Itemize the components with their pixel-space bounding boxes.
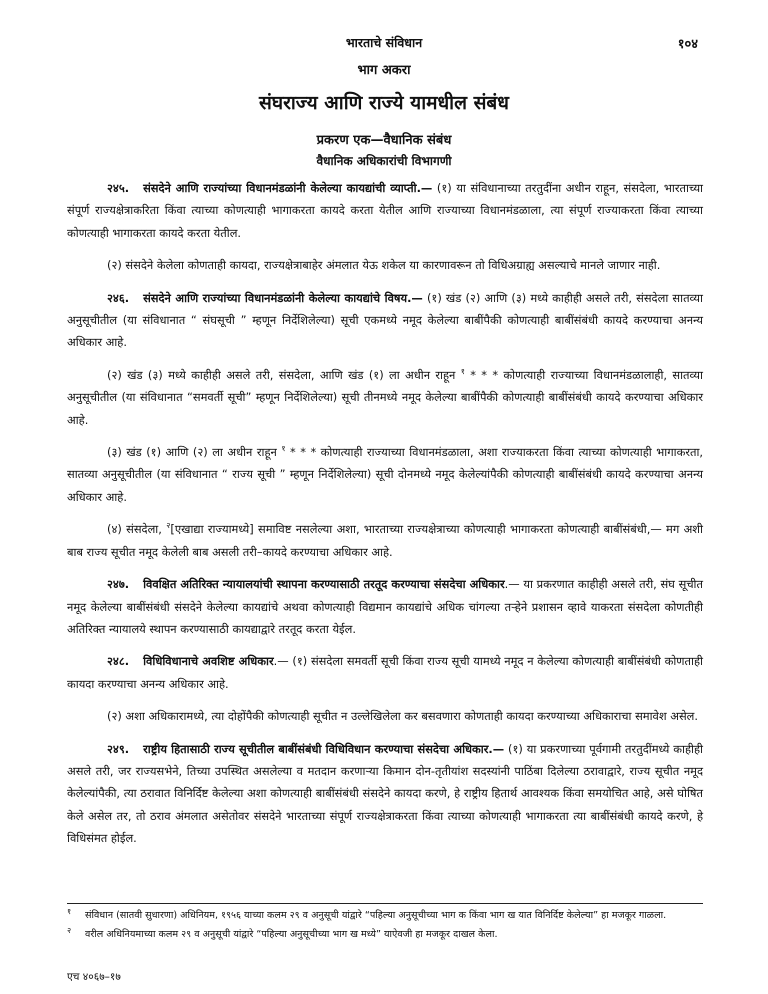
footnote: १ संविधान (सातवी सुधारणा) अधिनियम, १९५६ याच्या कलम २९ व अनुसूची यांद्वारे “पहिल्या अनुसूचीच्या भाग क किंवा भाग ख यात विनिर्दिष्ट केलेल्या” हा मजकूर गाळला.: [67, 906, 667, 921]
running-header: [0, 34, 768, 52]
footnote-ref[interactable]: २: [166, 521, 171, 531]
article-249: [67, 738, 703, 850]
article-text: .— (१) संसदेला समवर्ती सूची किंवा राज्य सूची यामध्ये नमूद न केलेल्या कोणत्याही बाबींसंबंधी कोणताही कायदा करण्याचा अनन्य अधिकार आहे.: [67, 654, 703, 691]
clause-text: [एखाद्या राज्यामध्ये] समाविष्ट नसलेल्या अशा, भारताच्या राज्यक्षेत्राच्या कोणत्याही भागाकरता कोणत्याही बाबींसंबंधी,— मग अशी बाब राज्य सूचीत नमूद केलेली बाब असली तरी–कायदे करण्याचा अधिकार आहे.: [67, 522, 703, 559]
print-code: एच ४०६७–१७: [67, 971, 121, 983]
article-247: [67, 573, 703, 640]
clause-text: (३) खंड (१) आणि (२) ला अधीन राहून: [107, 445, 277, 460]
article-245-clause-2: (२) संसदेने केलेला कोणताही कायदा, राज्यक्षेत्राबाहेर अंमलात येऊ शकेल या कारणावरून तो विधिअग्राह्य असल्याचे मानले जाणार नाही.: [107, 258, 661, 273]
clause-text: (२) खंड (३) मध्ये काहीही असले तरी, संसदेला, आणि खंड (१) ला अधीन राहून: [107, 367, 456, 382]
article-text: (१) या प्रकरणाच्या पूर्वगामी तरतुदींमध्ये काहीही असले तरी, जर राज्यसभेने, तिच्या उपस्थित असलेल्या व मतदान करणाऱ्या किमान दोन-तृतीयांश सदस्यांनी पाठिंबा दिलेल्या ठरावाद्वारे, राज्य सूचीत नमूद केलेल्यांपैकी, त्या ठरावात विनिर्दिष्ट केलेल्या अशा कोणत्याही बाबींसंबंधी संसदेने कायदा करणे, हे राष्ट्रीय हितार्थ आवश्यक किंवा समयोचित आहे, असे घोषित केले असेल तर, तो ठराव अंमलात असेतोवर संसदेने भारताच्या संपूर्ण राज्यक्षेत्राकरता किंवा त्याच्या कोणत्याही भागाकरता त्या बाबींसंबंधी कायदे करणे, हे विधिसंमत होईल.: [67, 741, 703, 846]
article-heading: विधिविधानाचे अवशिष्ट अधिकार: [143, 654, 274, 669]
elision-mark: * * *: [290, 445, 317, 460]
footnote: २ वरील अधिनियमाच्या कलम २९ व अनुसूची यांद्वारे “पहिल्या अनुसूचीच्या भाग ख मध्ये” याऐवजी हा मजकूर दाखल केला.: [67, 925, 498, 940]
elision-mark: * * *: [470, 367, 499, 382]
chapter-title: प्रकरण एक—वैधानिक संबंध: [316, 133, 452, 148]
clause-text: कोणत्याही राज्याच्या विधानमंडळाला, अशा राज्याकरता किंवा त्याच्या कोणत्याही भागाकरता, सातव्या अनुसूचीतील (या संविधानात “ राज्य सूची ” म्हणून निर्देशिलेल्या) सूची दोनमध्ये नमूद केलेल्यांपैकी कोणत्याही बाबींसंबंधी कायदे करण्याचा अनन्य अधिकार आहे.: [67, 445, 704, 504]
article-number: २४८.: [107, 654, 130, 669]
running-title: भारताचे संविधान: [345, 35, 423, 50]
part-label: भाग अकरा: [357, 63, 411, 78]
footnote-ref[interactable]: १: [281, 444, 286, 454]
article-heading: राष्ट्रीय हितासाठी राज्य सूचीतील बाबींसंबंधी विधिविधान करण्याचा संसदेचा अधिकार.—: [143, 741, 505, 756]
article-heading: संसदेने आणि राज्यांच्या विधानमंडळांनी केलेल्या कायद्यांची व्याप्ती.—: [143, 181, 433, 195]
footnotes: [67, 903, 703, 946]
article-248-clause-2: (२) अशा अधिकारामध्ये, त्या दोहोंपैकी कोणत्याही सूचीत न उल्लेखिलेला कर बसवणारा कोणताही कायदा करण्याच्या अधिकाराचा समावेश असेल.: [107, 709, 699, 724]
article-number: २४९.: [107, 741, 130, 756]
footnote-text: वरील अधिनियमाच्या कलम २९ व अनुसूची यांद्वारे “पहिल्या अनुसूचीच्या भाग ख मध्ये” याऐवजी हा मजकूर दाखल केला.: [85, 929, 498, 940]
footnote-ref[interactable]: १: [460, 367, 465, 377]
article-number: २४७.: [107, 577, 130, 592]
article-text: (१) या संविधानाच्या तरतुदींना अधीन राहून, संसदेला, भारताच्या संपूर्ण राज्यक्षेत्राकरिता किंवा त्याच्या कोणत्याही भागाकरता कायदे करता येतील आणि राज्याच्या विधानमंडळाला, त्या संपूर्ण राज्याकरता किंवा त्याच्या कोणत्याही भागाकरता कायदे करता येतील.: [67, 181, 703, 240]
article-246-clause-3: [67, 441, 703, 508]
article-246-clause-2: [67, 364, 703, 431]
body-text: [67, 177, 703, 860]
article-text: .— या प्रकरणात काहीही असले तरी, संघ सूचीत नमूद केलेल्या बाबींसंबंधी संसदेने केलेल्या कायद्यांचे अथवा कोणत्याही विद्यमान कायद्यांचे अधिक चांगल्या तऱ्हेने प्रशासन व्हावे याकरता संसदेला कोणतीही अतिरिक्त न्यायालये स्थापन करण्यासाठी कायद्याद्वारे तरतूद करता येईल.: [67, 577, 703, 636]
article-246: [67, 287, 703, 354]
part-title: संघराज्य आणि राज्ये यामधील संबंध: [259, 92, 509, 114]
clause-text: (४) संसदेला,: [107, 522, 162, 537]
footnote-text: संविधान (सातवी सुधारणा) अधिनियम, १९५६ याच्या कलम २९ व अनुसूची यांद्वारे “पहिल्या अनुसूचीच्या भाग क किंवा भाग ख यात विनिर्दिष्ट केलेल्या” हा मजकूर गाळला.: [85, 910, 667, 921]
clause-text: कोणत्याही राज्याच्या विधानमंडळालाही, सातव्या अनुसूचीतील (या संविधानात “समवर्ती सूची” म्हणून निर्देशिलेल्या) सूची तीनमध्ये नमूद केलेल्या बाबींपैकी कोणत्याही बाबींसंबंधी कायदे करण्याचा अधिकार आहे.: [67, 367, 703, 427]
article-heading: संसदेने आणि राज्यांच्या विधानमंडळांनी केलेल्या कायद्यांचे विषय.—: [143, 290, 423, 305]
article-245: [67, 177, 703, 244]
article-text: (१) खंड (२) आणि (३) मध्ये काहीही असले तरी, संसदेला सातव्या अनुसूचीतील (या संविधानात “ संघसूची ” म्हणून निर्देशिलेल्या) सूची एकमध्ये नमूद केलेल्या बाबींपैकी कोणत्याही बाबींसंबंधी कायदे करण्याचा अनन्य अधिकार आहे.: [67, 290, 704, 350]
page-number: १०४: [677, 37, 698, 52]
article-number: २४६.: [107, 290, 130, 305]
chapter-subtitle: वैधानिक अधिकारांची विभागणी: [316, 154, 452, 168]
article-246-clause-4: [67, 518, 703, 563]
article-248: [67, 650, 703, 695]
article-heading: विवक्षित अतिरिक्त न्यायालयांची स्थापना करण्यासाठी तरतूद करण्याचा संसदेचा अधिकार: [143, 577, 505, 592]
article-number: २४५.: [107, 181, 130, 195]
